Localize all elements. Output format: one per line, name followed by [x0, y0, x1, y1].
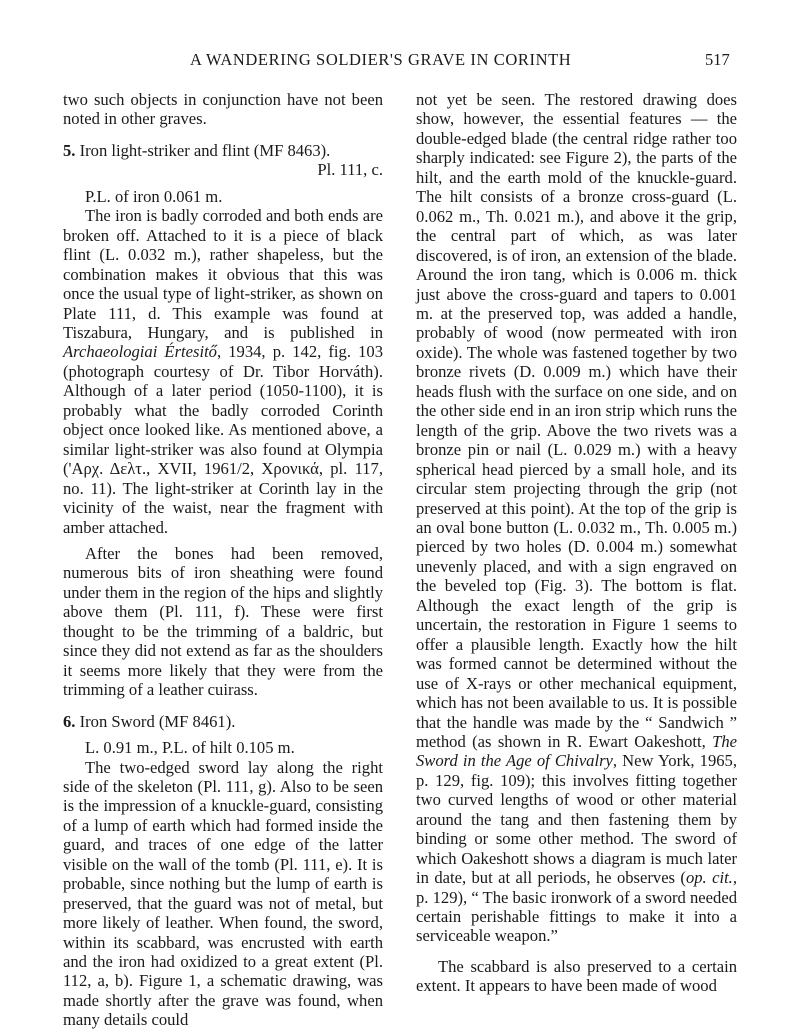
body-paragraph — [63, 206, 383, 537]
intro-paragraph: two such objects in conjunction have not been noted in other graves. — [63, 90, 383, 129]
text-run: The iron is badly corroded and both ends are broken off. Attached to it is a piece of black flint (L. 0.032 m.), rather shapeless, but the combination makes it obvious that this was once the usual type of light-striker, as shown on Plate 111, d. This example was found at Tiszabura, Hungary, and is published in — [63, 206, 383, 342]
catalogue-entry-5 — [63, 141, 383, 160]
body-paragraph: The two-edged sword lay along the right side of the skeleton (Pl. 111, g). Also to be seen is the impression of a knuckle-guard, consisting of a lump of earth which had formed inside the guard, and traces of one edge of the latter visible on the wall of the tomb (Pl. 111, e). It is probable, since nothing but the lump of earth is preserved, that the guard was not of metal, but more likely of leather. When found, the sword, within its scabbard, was encrusted with earth and the iron had oxidized to a great extent (Pl. 112, a, b). Figure 1, a schematic drawing, was made shortly after the grave was found, when many details could — [63, 757, 383, 1030]
text-run: not yet be seen. The restored drawing does show, however, the essential features — the double-edged blade (the central ridge rather too sharply indicated: see Figure 2), the parts of the hilt, and the earth mold of the knuckle-guard. The hilt consists of a bronze cross-guard (L. 0.062 m., Th. 0.021 m.), and above it the grip, the central part of which, as was later discovered, is of iron, an extension of the blade. Around the iron tang, which is 0.006 m. thick just above the cross-guard and tapers to 0.001 m. at the preserved top, was added a handle, probably of wood (now permeated with iron oxide). The whole was fastened together by two bronze rivets (D. 0.009 m.) which have their heads flush with the surface on one side, and on the other side end in an iron strip which runs the length of the grip. Above the two rivets was a bronze pin or nail (L. 0.029 m.) with a heavy spherical head pierced by a small hole, and its circular stem projecting through the grip (not preserved at this point). At the top of the grip is an oval bone button (L. 0.032 m., Th. 0.005 m.) pierced by two holes (D. 0.004 m.) somewhat unevenly placed, and with a sign engraved on the beveled top (Fig. 3). The bottom is flat. Although the exact length of the grip is uncertain, the restoration in Figure 1 seems to offer a plausible length. Exactly how the hilt was formed cannot be determined without the use of X-rays or other mechanical equipment, which has not been available to us. It is possible that the handle was made by the “ Sandwich ” method (as shown in R. Ewart Oakeshott, — [416, 90, 737, 751]
body-paragraph: After the bones had been removed, numerous bits of iron sheathing were found under them in the region of the hips and slightly above them (Pl. 111, f). These were first thought to be the trimming of a baldric, but since they did not extend as far as the shoulders it seems more likely that they were from the trimming of a leather cuirass. — [63, 543, 383, 700]
citation-abbrev: op. cit. — [685, 868, 733, 888]
item-title: Iron Sword (MF 8461). — [79, 711, 236, 731]
item-dimensions: P.L. of iron 0.061 m. — [85, 186, 223, 206]
book-title: The Sword in the Age of Chivalry — [416, 731, 737, 771]
journal-title: Archaeologiai Értesitő — [63, 342, 217, 362]
left-column — [63, 90, 383, 1030]
text-run: , New York, 1965, p. 129, fig. 109); this involves fitting together two curved lengths of wood or other material around the tang and then fastening them by binding or some other method. The sword of which Oakeshott shows a diagram is much later in date, but at all periods, he observes ( — [416, 751, 737, 888]
running-title: A WANDERING SOLDIER'S GRAVE IN CORINTH — [190, 50, 572, 69]
right-column — [416, 90, 737, 996]
item-dimensions: L. 0.91 m., P.L. of hilt 0.105 m. — [85, 738, 295, 758]
text-run: , p. 129), “ The basic ironwork of a sword needed certain perishable fittings to make it into a serviceable weapon.” — [416, 868, 737, 946]
item-title: Iron light-striker and flint (MF 8463). — [79, 140, 331, 160]
body-paragraph — [416, 90, 737, 946]
text-run: , 1934, p. 142, fig. 103 (photograph courtesy of Dr. Tibor Horváth). Although of a later period (1050-1100), it is probably what the badly corroded Corinth object once looked like. As mentioned above, a similar light-striker was also found at Olympia ('Αρχ. Δελτ., XVII, 1961/2, Χρονικά, pl. 117, no. 11). The light-striker at Corinth lay in the vicinity of the waist, near the fragment with amber attached. — [63, 342, 383, 537]
body-paragraph: The scabbard is also preserved to a certain extent. It appears to have been made of wood — [416, 956, 737, 996]
item-number: 5. — [63, 140, 76, 160]
catalogue-entry-6 — [63, 712, 383, 731]
plate-reference: Pl. 111, c. — [317, 160, 383, 180]
item-number: 6. — [63, 711, 76, 731]
page-number: 517 — [705, 50, 730, 69]
